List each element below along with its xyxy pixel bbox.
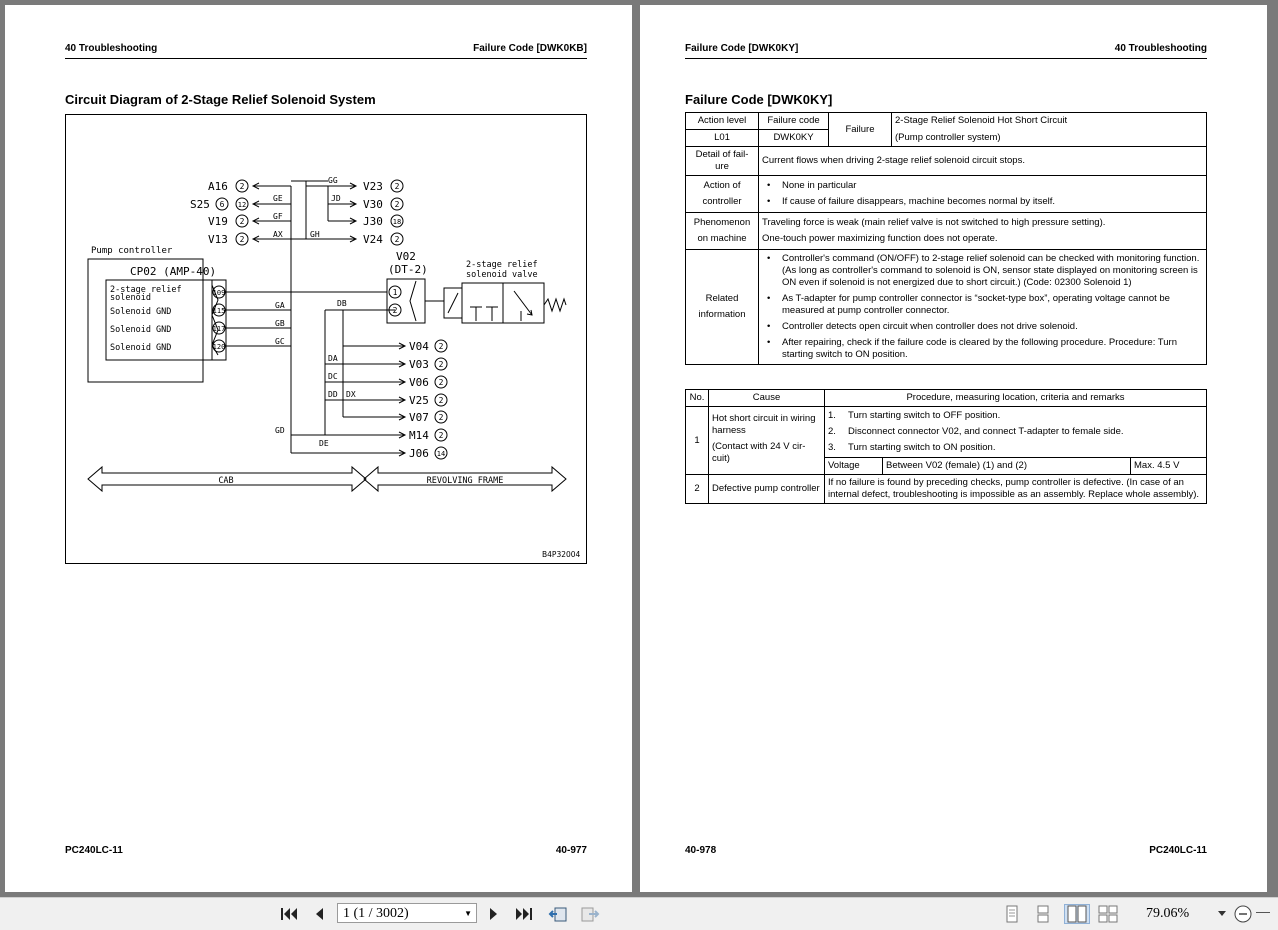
region-cab-label: CAB [218, 476, 234, 486]
terminal-V23: V23 [363, 180, 383, 193]
terminal-S25-pin: 6 [219, 200, 225, 209]
action-item: • If cause of failure disappears, machine becomes normal by itself. [782, 196, 1203, 208]
terminal-V04-pin: 2 [438, 342, 444, 351]
last-page-icon[interactable] [514, 904, 534, 924]
failure-info-table [685, 112, 1207, 365]
procedure-steps-cell [825, 407, 1207, 458]
page-footer-right: 40-977 [555, 845, 587, 856]
valve-label-1: 2-stage relief [466, 260, 538, 270]
failure-code-header: Failure code [759, 113, 829, 130]
failure-system: (Pump controller system) [892, 130, 1207, 147]
page-header-left: Failure Code [DWK0KY] [685, 43, 799, 54]
pin-120: 120 [212, 343, 226, 351]
cause-text: Defective pump controller [709, 475, 825, 504]
terminal-S25: S25 [190, 198, 210, 211]
page-footer-left: 40-978 [685, 845, 717, 856]
wire-GG: GG [328, 176, 338, 185]
wire-DD: DD [328, 390, 338, 399]
page-title: Circuit Diagram of 2-Stage Relief Solenoid System [65, 92, 376, 107]
no-header: No. [686, 390, 709, 407]
facing-view-icon[interactable] [1064, 904, 1090, 924]
terminal-V07: V07 [409, 411, 429, 424]
wire-GE: GE [273, 194, 283, 203]
document-page-left [5, 5, 632, 892]
terminal-J06: J06 [409, 447, 429, 460]
zoom-level[interactable]: 79.06% [1146, 906, 1190, 921]
page-number-select[interactable] [337, 903, 477, 923]
terminal-M14-pin: 2 [438, 431, 444, 440]
document-page-right [640, 5, 1267, 892]
related-item: • Controller's command (ON/OFF) to 2-stage relief solenoid can be checked with monitoring function. (As long as controller's command to solenoid is ON, sensor state displayed on monitoring screen is ON even if solenoid is not energized due to short circuit.) (Code: 02300 Solenoid 1) [782, 253, 1203, 289]
wire-DX: DX [346, 390, 356, 399]
next-page-icon[interactable] [484, 904, 504, 924]
continuous-view-icon[interactable] [1033, 904, 1053, 924]
wire-DB: DB [337, 299, 347, 308]
v02-type-label: (DT-2) [388, 263, 428, 276]
viewer-toolbar [0, 897, 1278, 930]
previous-page-icon[interactable] [309, 904, 329, 924]
v02-label: V02 [396, 250, 416, 263]
terminal-V24-pin: 2 [394, 235, 400, 244]
v02-pin-2: 2 [392, 306, 398, 315]
phenomenon-line-1: Traveling force is weak (main relief valve is not switched to high pressure setting). [762, 217, 1106, 228]
wire-JD: JD [331, 194, 341, 203]
terminal-V19-pin: 2 [239, 217, 245, 226]
pin-label-120: Solenoid GND [110, 343, 172, 353]
wire-AX: AX [273, 230, 283, 239]
pin-label-115: Solenoid GND [110, 307, 172, 317]
valve-label-2: solenoid valve [466, 270, 538, 280]
action-item: • None in particular [782, 180, 1203, 192]
pump-controller-label: Pump controller [91, 246, 173, 256]
procedure-header: Procedure, measuring location, criteria and remarks [825, 390, 1207, 407]
terminal-J30: J30 [363, 215, 383, 228]
zoom-out-icon[interactable] [1233, 904, 1253, 924]
measure-label: Voltage [825, 458, 883, 475]
wire-GF: GF [273, 212, 283, 221]
wire-GA: GA [275, 301, 285, 310]
page-indicator: 1 (1 / 3002) [343, 906, 409, 921]
failure-header: Failure [829, 113, 892, 147]
measure-value: Max. 4.5 V [1131, 458, 1207, 475]
v02-pin-1: 1 [392, 288, 398, 297]
zoom-dropdown-icon[interactable] [1216, 904, 1228, 924]
first-page-icon[interactable] [279, 904, 299, 924]
action-controller-header: Action of controller [686, 176, 759, 213]
action-controller-cell [759, 176, 1207, 213]
detail-text: Current flows when driving 2-stage relief solenoid circuit stops. [759, 147, 1207, 176]
single-page-view-icon[interactable] [1002, 904, 1022, 924]
cause-cell [709, 407, 825, 475]
page-footer-right: PC240LC-11 [1149, 845, 1207, 856]
pin-109: 109 [212, 289, 226, 297]
terminal-J06-pin: 14 [436, 450, 446, 458]
connector-label: CP02 (AMP-40) [130, 265, 217, 278]
terminal-V06: V06 [409, 376, 429, 389]
pin-label-109-a: 2-stage relief [110, 285, 182, 295]
cause-table [685, 389, 1207, 504]
terminal-V13: V13 [208, 233, 228, 246]
terminal-V23-pin: 2 [394, 182, 400, 191]
terminal-V25: V25 [409, 394, 429, 407]
terminal-J30-pin: 18 [392, 218, 402, 226]
wire-GD: GD [275, 426, 285, 435]
chevron-down-icon: ▼ [464, 909, 472, 918]
related-info-cell [759, 250, 1207, 365]
row-number: 2 [686, 475, 709, 504]
pin-117: 117 [212, 325, 226, 333]
measure-location: Between V02 (female) (1) and (2) [883, 458, 1131, 475]
page-header-right: Failure Code [DWK0KB] [473, 43, 587, 54]
procedure-text: If no failure is found by preceding checks, pump controller is defective. (In case of an internal defect, troubleshooting is impossible as an assembly. Replace whole assembly). [825, 475, 1207, 504]
procedure-step: 3. Turn starting switch to ON position. [828, 442, 996, 453]
region-revolving-frame-label: REVOLVING FRAME [426, 476, 504, 486]
detail-header: Detail of fail-ure [686, 147, 759, 176]
phenomenon-cell [759, 213, 1207, 250]
related-item: • Controller detects open circuit when controller does not drive solenoid. [782, 321, 1203, 333]
related-info-header: Related information [686, 250, 759, 365]
header-rule [65, 58, 587, 59]
continuous-facing-view-icon[interactable] [1098, 904, 1118, 924]
wire-GH: GH [310, 230, 320, 239]
pin-115: 115 [212, 307, 226, 315]
terminal-M14: M14 [409, 429, 429, 442]
procedure-step: 2. Disconnect connector V02, and connect T-adapter to female side. [828, 426, 1124, 437]
terminal-S25-pin2: 12 [237, 201, 247, 209]
page-header-left: 40 Troubleshooting [65, 43, 158, 54]
next-view-icon[interactable] [580, 904, 600, 924]
circuit-diagram [65, 114, 587, 564]
procedure-step: 1. Turn starting switch to OFF position. [828, 410, 1001, 421]
wire-GB: GB [275, 319, 285, 328]
related-item: • After repairing, check if the failure code is cleared by the following procedure. Procedure: Turn starting switch to ON position. [782, 337, 1203, 361]
terminal-V06-pin: 2 [438, 378, 444, 387]
cause-text: Hot short circuit in wiring harness [712, 413, 816, 436]
pin-label-117: Solenoid GND [110, 325, 172, 335]
terminal-V03: V03 [409, 358, 429, 371]
header-rule [685, 58, 1207, 59]
wire-GC: GC [275, 337, 285, 346]
pin-label-109-b: solenoid [110, 293, 151, 303]
terminal-A16: A16 [208, 180, 228, 193]
cause-note: (Contact with 24 V cir-cuit) [712, 441, 806, 464]
wire-DC: DC [328, 372, 338, 381]
terminal-V24: V24 [363, 233, 383, 246]
cause-header: Cause [709, 390, 825, 407]
action-level-header: Action level [686, 113, 759, 130]
wire-DA: DA [328, 354, 338, 363]
zoom-slider-track[interactable] [1256, 912, 1270, 913]
terminal-A16-pin: 2 [239, 182, 245, 191]
v02-connector-box [387, 279, 425, 323]
previous-view-icon[interactable] [548, 904, 568, 924]
page-header-right: 40 Troubleshooting [1114, 43, 1207, 54]
phenomenon-line-2: One-touch power maximizing function does not operate. [762, 233, 998, 244]
terminal-V04: V04 [409, 340, 429, 353]
phenomenon-header: Phenomenon on machine [686, 213, 759, 250]
terminal-V30-pin: 2 [394, 200, 400, 209]
figure-code: B4P32004 [542, 550, 581, 559]
terminal-V13-pin: 2 [239, 235, 245, 244]
failure-title: 2-Stage Relief Solenoid Hot Short Circuit [892, 113, 1207, 130]
terminal-V07-pin: 2 [438, 413, 444, 422]
related-item: • As T-adapter for pump controller connector is “socket-type box”, operating voltage cannot be measured at pump controller connector. [782, 293, 1203, 317]
action-level-value: L01 [686, 130, 759, 147]
row-number: 1 [686, 407, 709, 475]
page-footer-left: PC240LC-11 [65, 845, 123, 856]
terminal-V19: V19 [208, 215, 228, 228]
wire-DE: DE [319, 439, 329, 448]
terminal-V30: V30 [363, 198, 383, 211]
page-title: Failure Code [DWK0KY] [685, 92, 833, 107]
failure-code-value: DWK0KY [759, 130, 829, 147]
terminal-V25-pin: 2 [438, 396, 444, 405]
terminal-V03-pin: 2 [438, 360, 444, 369]
